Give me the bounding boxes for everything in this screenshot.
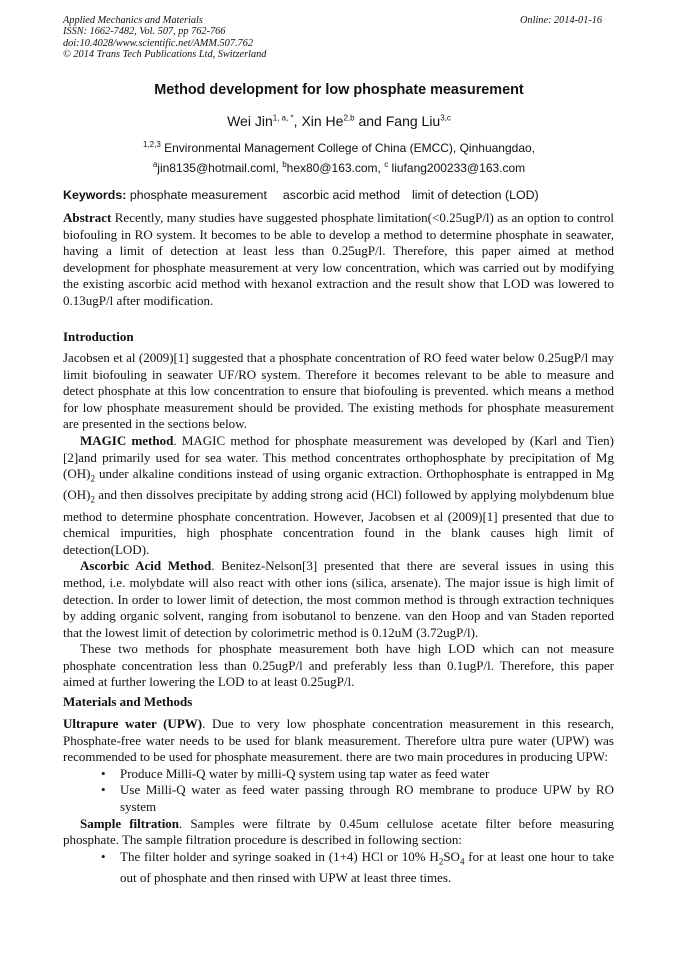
text-run: under alkaline conditions instead of using organic extraction. Orthophosphate is entrapped in Mg (OH) <box>63 466 614 503</box>
email-sup: a <box>152 160 158 169</box>
list-item-text: Produce Milli-Q water by milli-Q system using tap water as feed water <box>120 765 490 781</box>
author-affil: 3,c <box>440 113 451 123</box>
bullet: • <box>101 848 106 864</box>
journal-name: Applied Mechanics and Materials <box>63 15 203 26</box>
paper-title: Method development for low phosphate measurement <box>154 82 524 98</box>
paragraph <box>63 433 614 558</box>
materials-body <box>63 716 614 887</box>
text-run: SO <box>443 848 460 864</box>
run-in-heading: Sample filtration <box>80 815 180 831</box>
author-separator: , <box>293 113 302 129</box>
text-run: . Due to very low phosphate concentration measurement in this research, Phosphate-free water needs to be used for blank measurement. Therefore ultra pure water (UPW) was recommended to be used for phosphate measurement. there are two main procedures in producing UPW: <box>63 716 614 765</box>
author-emails <box>0 160 678 175</box>
doi-line: doi:10.4028/www.scientific.net/AMM.507.762 <box>63 37 253 49</box>
author-name: Xin He <box>301 113 344 129</box>
subscript: 2 <box>438 856 444 867</box>
author-name: Wei Jin <box>227 113 273 129</box>
subscript: 4 <box>459 856 465 867</box>
email-sup: b <box>282 160 287 169</box>
list-item-text: Use Milli-Q water as feed water passing through RO membrane to produce UPW by RO system <box>120 782 614 814</box>
list-item <box>63 849 614 887</box>
keywords <box>63 188 539 202</box>
keyword: ascorbic acid method <box>282 188 400 202</box>
text-run: . Benitez-Nelson[3] presented that there are several issues in using this method, i.e. molybdate will also react with other ions (silica, arsenate). The major issue is high limit of detection. In order to lower limit of detection, the most common method is through extraction techniques by adding organic solvent, ranging from isobutanol to benzene. van den Hoop and van Staden reported that the lowest limit of detection by colorimetric method is 0.12uM (3.72ugP/l). <box>63 558 614 640</box>
subscript: 2 <box>90 494 95 505</box>
keywords-label: Keywords: <box>63 188 127 202</box>
subscript: 2 <box>90 473 95 484</box>
email-sup: c <box>384 160 389 169</box>
abstract-text: Recently, many studies have suggested phosphate limitation(<0.25ugP/l) as an option to control biofouling in RO system. It becomes to be able to develop a method to determine phosphate in seawater, having a limit of detection at least less than 0.25ugP/l. Therefore, this paper aimed at method development for phosphate measurement at very low concentration, which was carried out by modifying the existing ascorbic acid method with hexanol extraction and the result show that LOD was lowered to 0.13ugP/l after modification. <box>63 210 614 308</box>
upw-list <box>63 766 614 816</box>
affiliation <box>0 140 678 155</box>
affiliation-sup: 1,2,3 <box>143 140 161 149</box>
text-run: The filter holder and syringe soaked in (1+4) HCl or 10% H <box>120 848 439 864</box>
author-affil: 1, a, * <box>272 113 294 123</box>
author-separator: and <box>354 113 386 129</box>
run-in-heading: MAGIC method <box>80 432 174 448</box>
email-link[interactable]: hex80@163.com, <box>286 161 385 175</box>
paragraph: Jacobsen et al (2009)[1] suggested that a phosphate concentration of RO feed water below 0.25ugP/l may limit biofouling in seawater UF/RO system. Therefore it becomes relevant to be able to measure and detect phosphate at this low concentration to ensure that biofouling is prevented. which means a method for low phosphate measurement should be provided. The existing methods for phosphate measurement are presented in the sections below. <box>63 350 614 432</box>
author-name: Fang Liu <box>385 113 441 129</box>
run-in-heading: Ultrapure water (UPW) <box>63 716 203 731</box>
text-run: for at least one hour to take out of phosphate and then rinsed with UPW at least three times. <box>120 848 614 885</box>
issn-line: ISSN: 1662-7482, Vol. 507, pp 762-766 <box>63 26 226 38</box>
filtration-list <box>63 849 614 887</box>
list-item <box>63 782 614 815</box>
introduction-body <box>63 350 614 691</box>
affiliation-text: Environmental Management College of China (EMCC), Qinhuangdao, <box>160 141 535 155</box>
email-link[interactable]: jin8135@hotmail.coml, <box>157 161 283 175</box>
text-run: . Samples were filtrate by 0.45um cellulose acetate filter before measuring phosphate. The sample filtration procedure is described in following section: <box>63 815 614 848</box>
journal-header <box>63 15 266 61</box>
copyright-line: © 2014 Trans Tech Publications Ltd, Switzerland <box>63 49 267 61</box>
paragraph <box>63 816 614 849</box>
keyword: limit of detection (LOD) <box>411 188 539 202</box>
abstract <box>63 210 614 310</box>
online-date: Online: 2014-01-16 <box>520 15 603 26</box>
text-run: and then dissolves precipitate by adding strong acid (HCl) followed by applying molybdenum blue method to determine phosphate concentration. However, Jacobsen et al (2009)[1] presented that due to chemical impurities, high phosphate concentration found in the blank causes high limit of detection(LOD). <box>63 487 614 557</box>
email-link[interactable]: liufang200233@163.com <box>388 161 526 175</box>
author-list <box>0 113 678 129</box>
paragraph: These two methods for phosphate measurement both have high LOD which can not measure phosphate concentration less than 0.25ugP/l and preferably less than 0.1ugP/l. Therefore, this paper aimed at further lowering the LOD to at least 0.25ugP/l. <box>63 641 614 690</box>
author-affil: 2,b <box>343 113 355 123</box>
paragraph <box>63 558 614 641</box>
list-item <box>63 766 614 783</box>
paragraph <box>63 716 614 766</box>
run-in-heading: Ascorbic Acid Method <box>80 558 212 574</box>
text-run: . MAGIC method for phosphate measurement was developed by (Karl and Tien)[2]and primarily used for sea water. This method concentrates orthophosphate by precipitation of Mg (OH) <box>63 432 614 482</box>
bullet: • <box>101 782 106 798</box>
abstract-label: Abstract <box>63 210 112 225</box>
bullet: • <box>101 765 106 781</box>
section-heading-introduction: Introduction <box>63 329 134 344</box>
keyword: phosphate measurement <box>129 188 267 202</box>
section-heading-materials: Materials and Methods <box>63 694 193 709</box>
